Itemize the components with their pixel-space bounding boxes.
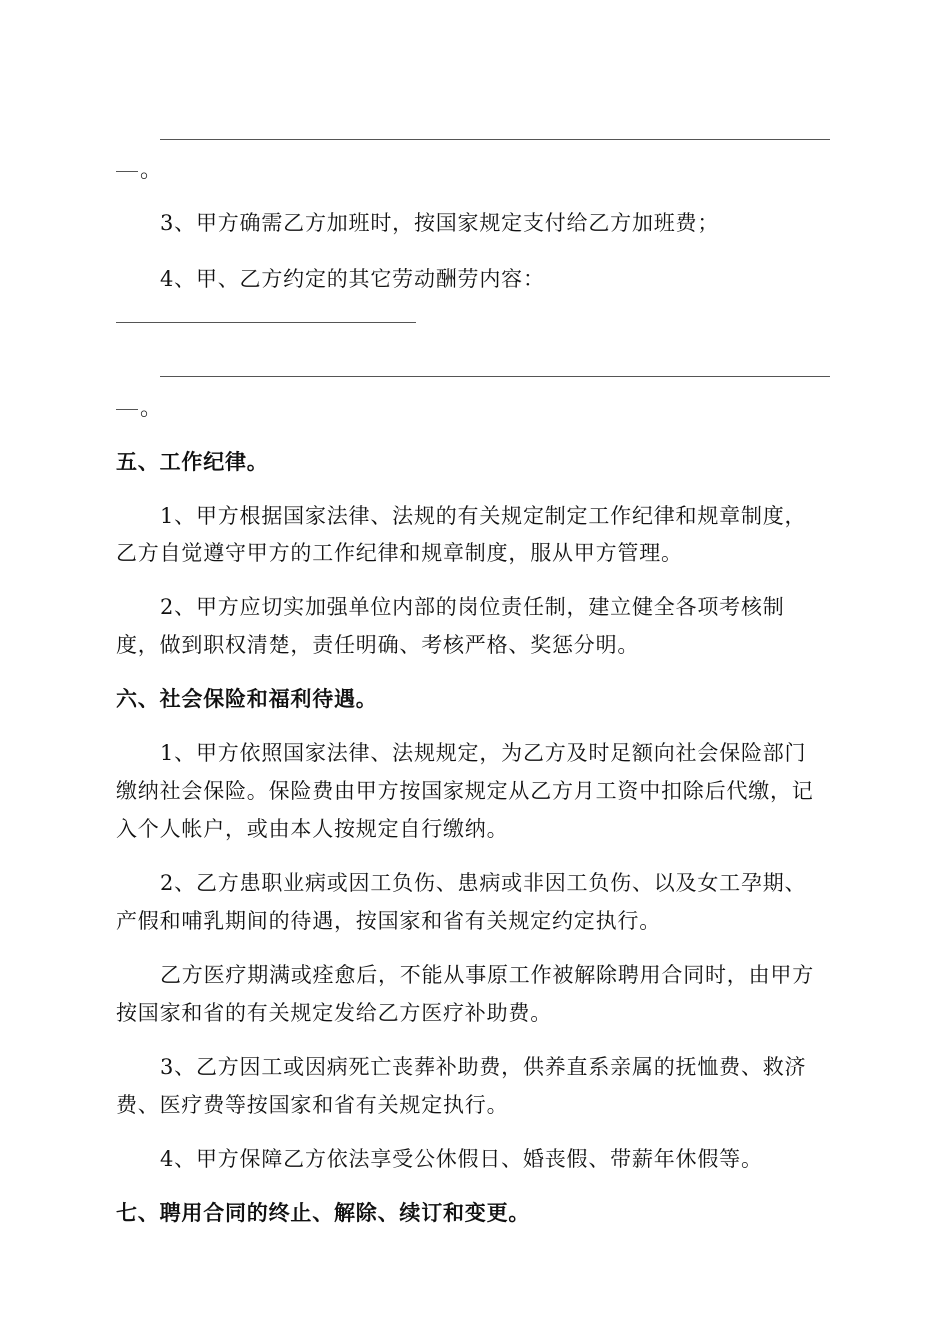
clause-4-3: 3、甲方确需乙方加班时，按国家规定支付给乙方加班费； [160, 211, 720, 235]
paragraph-line: 4、甲方保障乙方依法享受公休假日、婚丧假、带薪年休假等。 [160, 1147, 763, 1171]
paragraph-line: 2、乙方患职业病或因工负伤、患病或非因工负伤、以及女工孕期、 [160, 871, 807, 895]
paragraph-line: 入个人帐户，或由本人按规定自行缴纳。 [116, 817, 509, 841]
blank-line-ending: 。 [116, 158, 162, 184]
paragraph-line: 2、甲方应切实加强单位内部的岗位责任制，建立健全各项考核制 [160, 595, 785, 619]
fill-in-blank-line [116, 322, 416, 323]
fill-in-blank-line [160, 139, 830, 140]
paragraph-line: 费、医疗费等按国家和省有关规定执行。 [116, 1093, 509, 1117]
paragraph-line: 1、甲方依照国家法律、法规规定，为乙方及时足额向社会保险部门 [160, 741, 807, 765]
clause-4-4: 4、甲、乙方约定的其它劳动酬劳内容： [160, 267, 545, 291]
section-heading: 五、工作纪律。 [116, 449, 269, 474]
paragraph-line: 乙方自觉遵守甲方的工作纪律和规章制度，服从甲方管理。 [116, 541, 683, 565]
section-heading: 六、社会保险和福利待遇。 [116, 686, 378, 711]
paragraph-line: 乙方医疗期满或痊愈后，不能从事原工作被解除聘用合同时，由甲方 [160, 963, 814, 987]
section-heading: 七、聘用合同的终止、解除、续订和变更。 [116, 1200, 531, 1225]
paragraph-line: 3、乙方因工或因病死亡丧葬补助费，供养直系亲属的抚恤费、救济 [160, 1055, 807, 1079]
paragraph-line: 缴纳社会保险。保险费由甲方按国家规定从乙方月工资中扣除后代缴，记 [116, 779, 814, 803]
fill-in-blank-line [160, 376, 830, 377]
paragraph-line: 度，做到职权清楚，责任明确、考核严格、奖惩分明。 [116, 633, 640, 657]
blank-line-ending: 。 [116, 396, 162, 422]
paragraph-line: 产假和哺乳期间的待遇，按国家和省有关规定约定执行。 [116, 909, 661, 933]
paragraph-line: 按国家和省的有关规定发给乙方医疗补助费。 [116, 1001, 552, 1025]
paragraph-line: 1、甲方根据国家法律、法规的有关规定制定工作纪律和规章制度， [160, 504, 807, 528]
